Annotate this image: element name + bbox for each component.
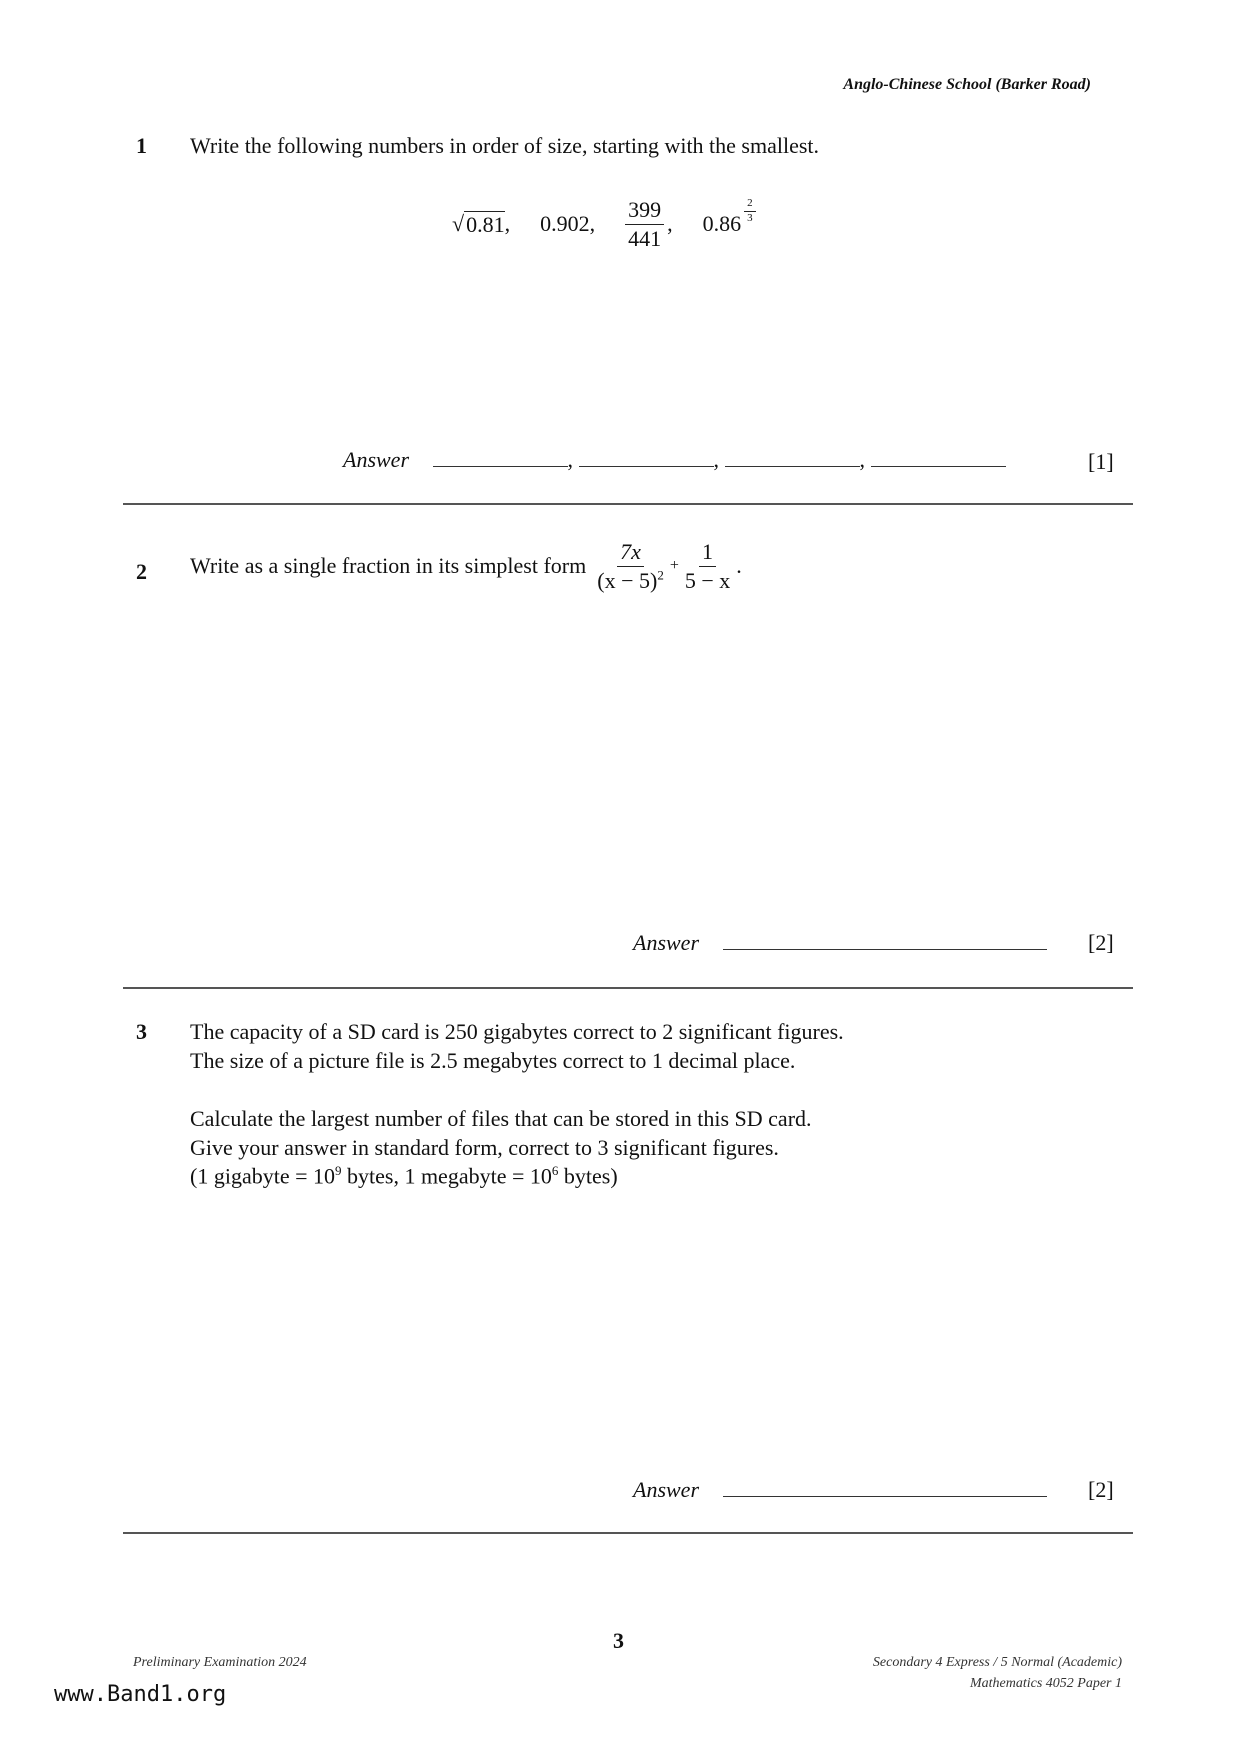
power-base: 0.86 [702, 211, 742, 236]
period: . [736, 553, 742, 578]
marks-3: [2] [1088, 1477, 1114, 1502]
divider [123, 503, 1133, 505]
units-b: bytes, 1 megabyte = 10 [341, 1163, 552, 1189]
page-number: 3 [613, 1628, 624, 1653]
f1-den [594, 567, 667, 595]
answer-row-2 [633, 930, 1047, 956]
divider [123, 987, 1133, 989]
fraction-denominator: 441 [628, 225, 662, 251]
exp-num: 2 [744, 197, 756, 212]
answer-blank-3[interactable] [725, 448, 860, 467]
sqrt-icon: √ [452, 211, 465, 236]
question-2-line [190, 538, 742, 594]
footer-right-1: Secondary 4 Express / 5 Normal (Academic) [872, 1655, 1122, 1670]
answer-blank-4[interactable] [871, 448, 1006, 467]
f1-den-exp: 2 [657, 567, 664, 583]
question-2-text: Write as a single fraction in its simplest form [190, 553, 587, 578]
plus: + [669, 557, 679, 574]
power-exponent [744, 197, 756, 226]
f2-den: 5 − x [684, 567, 731, 593]
sqrt-value: 0.81 [466, 211, 505, 237]
divider [123, 1532, 1133, 1534]
school-header: Anglo-Chinese School (Barker Road) [843, 76, 1091, 93]
f1-num: 7x [617, 538, 644, 567]
question-3-number: 3 [136, 1019, 147, 1044]
comma: , [504, 211, 511, 236]
fraction-1 [594, 538, 667, 594]
number-0902: 0.902, [540, 211, 596, 236]
question-3-line-2: The size of a picture file is 2.5 megabytes correct to 1 decimal place. [190, 1048, 796, 1073]
units-b-exp: 6 [551, 1163, 559, 1178]
answer-blank[interactable] [723, 931, 1047, 950]
answer-label: Answer [633, 930, 699, 955]
answer-label: Answer [633, 1477, 699, 1502]
fraction-2 [682, 538, 733, 594]
exp-den: 3 [747, 211, 753, 224]
fraction-numerator: 399 [625, 196, 664, 225]
units-c: bytes) [558, 1163, 618, 1189]
f1-den-base: (x − 5) [597, 567, 658, 593]
units-a-exp: 9 [335, 1163, 342, 1178]
answer-blank-1[interactable] [433, 448, 568, 467]
question-1-number: 1 [136, 133, 147, 158]
question-2-number: 2 [136, 559, 147, 584]
question-1-text: Write the following numbers in order of size, starting with the smallest. [190, 133, 820, 158]
watermark: www.Band1.org [54, 1682, 227, 1707]
question-3-line-4: Give your answer in standard form, correct to 3 significant figures. [190, 1135, 779, 1160]
fraction-399-441 [625, 196, 664, 252]
question-3-units [190, 1163, 618, 1189]
marks-2: [2] [1088, 930, 1114, 955]
answer-label: Answer [343, 447, 409, 472]
footer-left: Preliminary Examination 2024 [133, 1655, 307, 1670]
comma: , [667, 211, 673, 236]
units-a: (1 gigabyte = 10 [190, 1163, 335, 1189]
footer-right-2: Mathematics 4052 Paper 1 [969, 1676, 1122, 1691]
question-3-line-3: Calculate the largest number of files that can be stored in this SD card. [190, 1106, 812, 1131]
question-1-numbers [452, 196, 759, 252]
answer-blank[interactable] [723, 1478, 1047, 1497]
answer-row-1: Answer , , , [343, 447, 1006, 473]
marks-1: [1] [1088, 449, 1114, 474]
question-3-line-1: The capacity of a SD card is 250 gigabytes correct to 2 significant figures. [190, 1019, 844, 1044]
answer-blank-2[interactable] [579, 448, 714, 467]
answer-row-3 [633, 1477, 1047, 1503]
f2-num: 1 [699, 538, 716, 567]
